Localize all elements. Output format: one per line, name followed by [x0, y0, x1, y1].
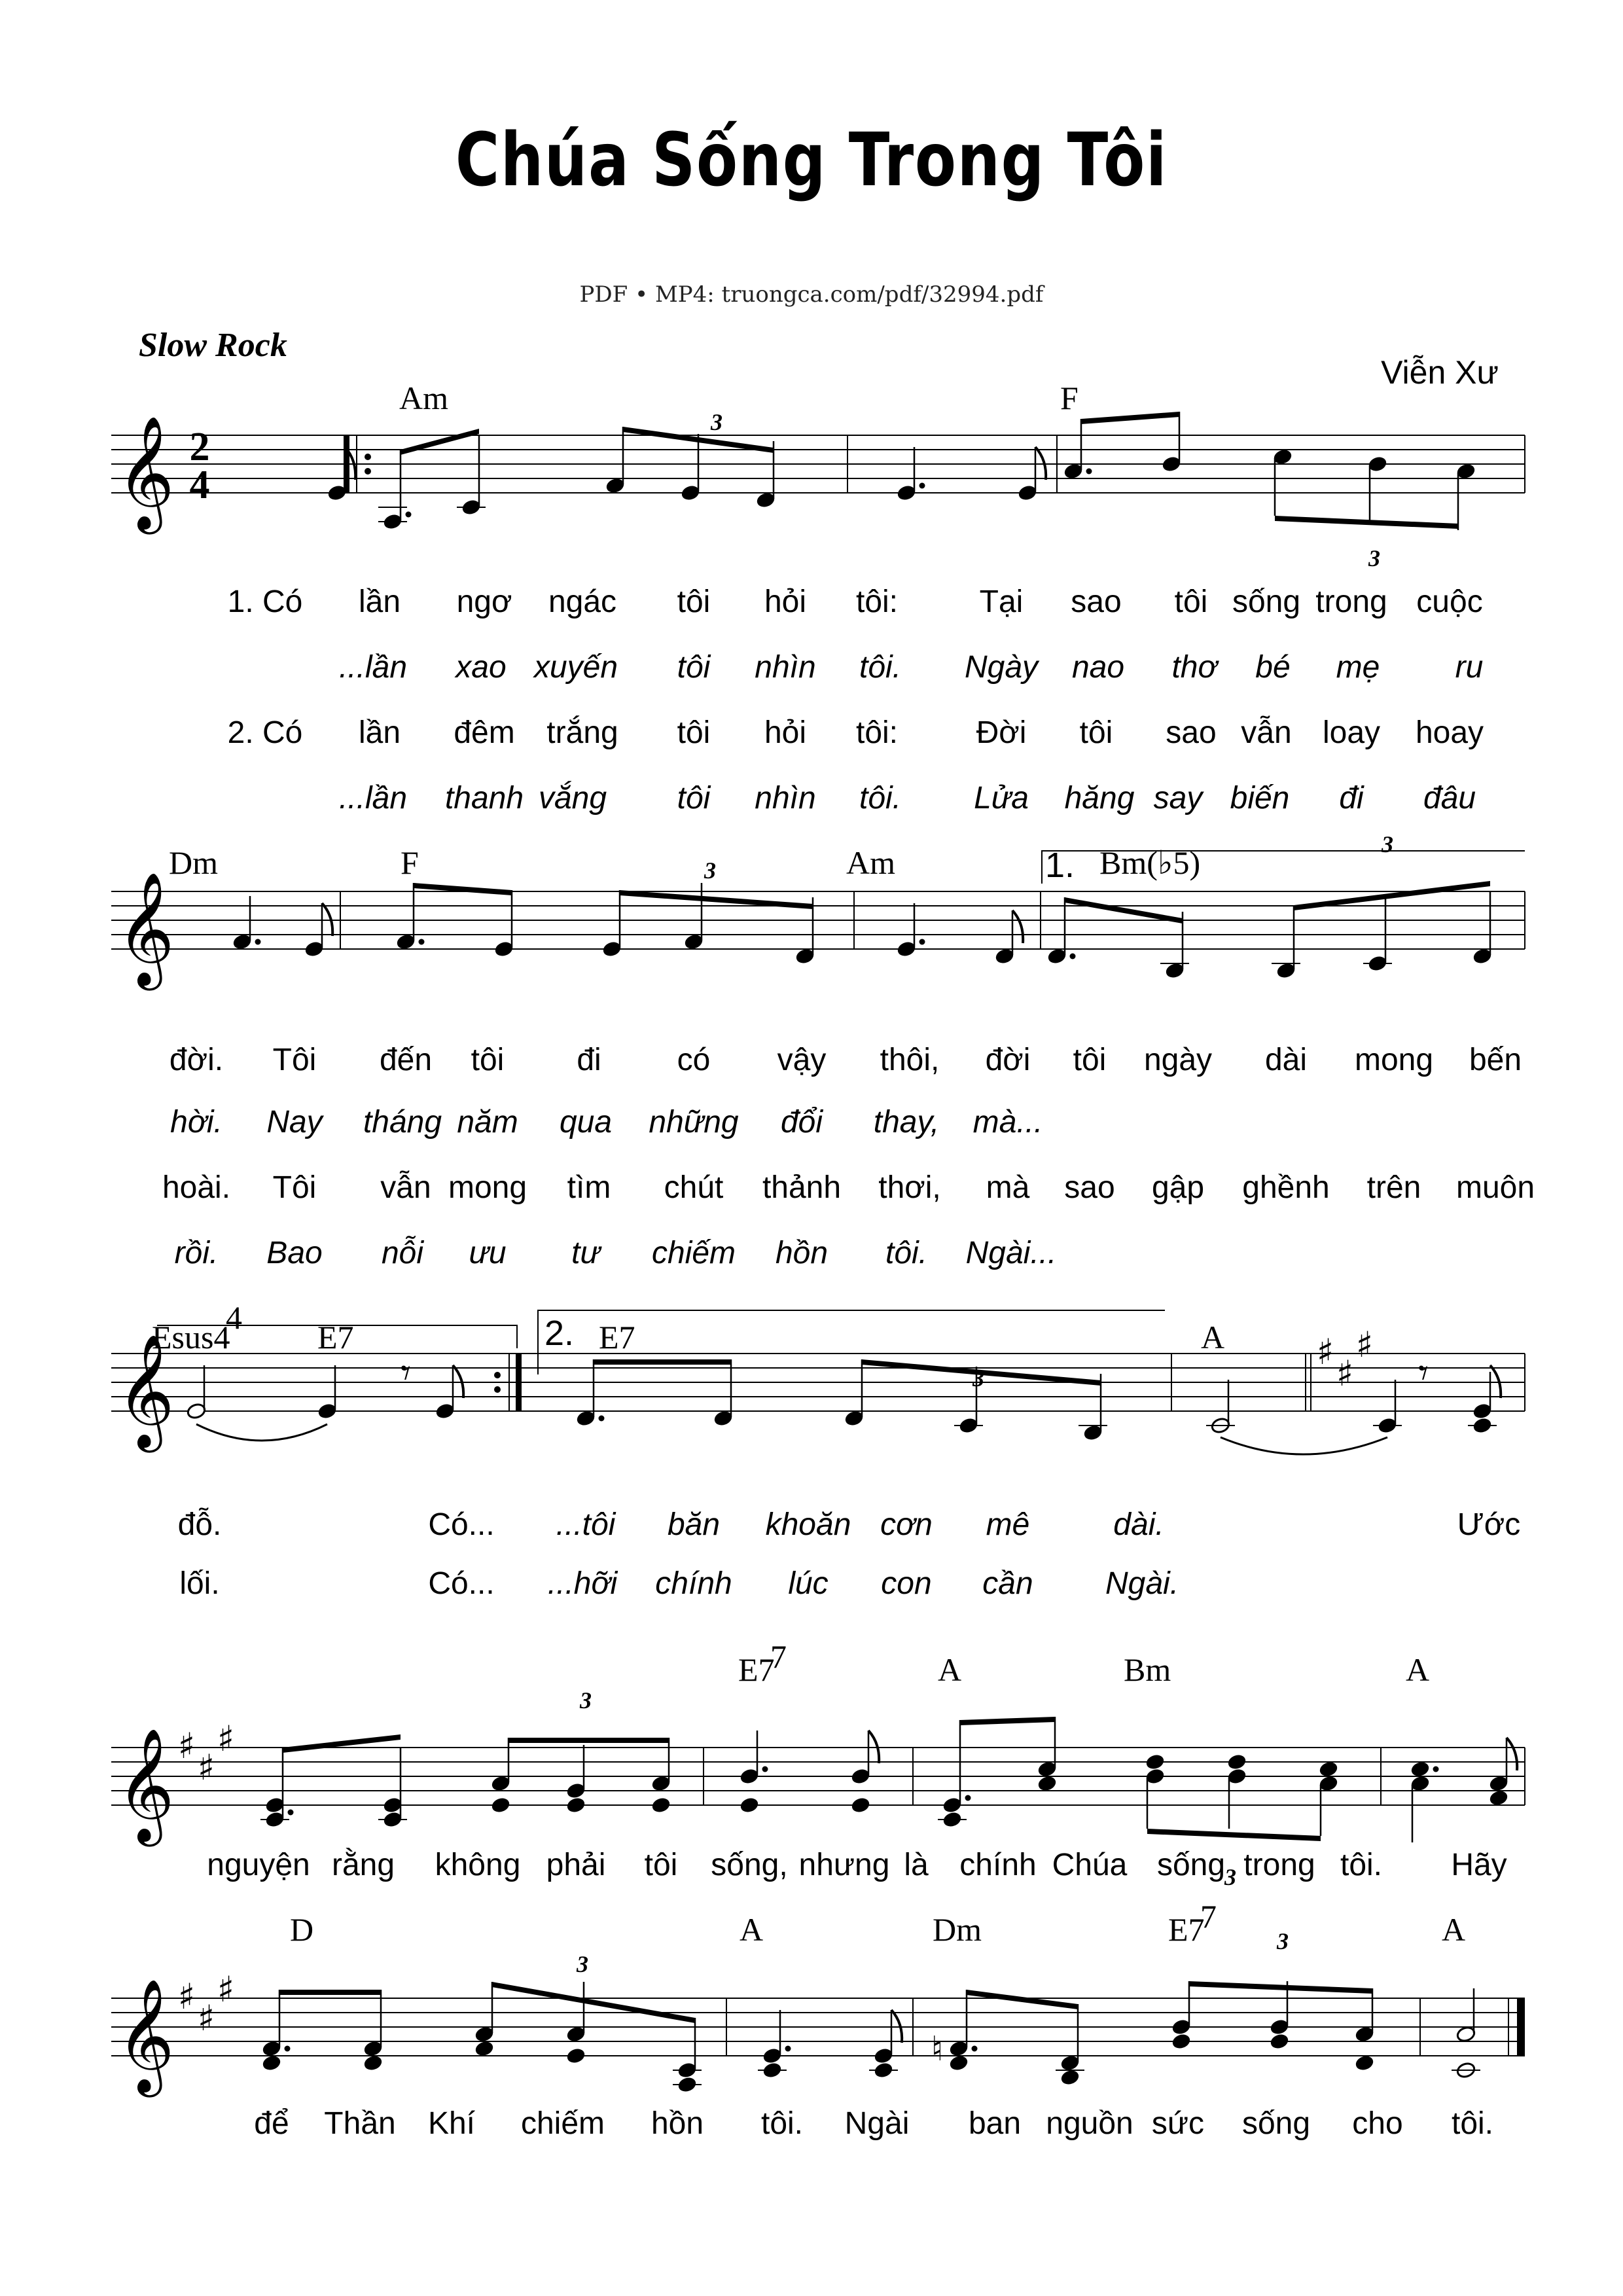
lyric-syllable: không: [435, 1848, 521, 1882]
lyric-syllable: con: [881, 1566, 932, 1601]
beam: [594, 1359, 731, 1365]
triplet-label: 3: [1368, 545, 1380, 571]
lyric-syllable: Chúa: [1052, 1848, 1128, 1882]
lyric-syllable: đi: [577, 1043, 601, 1077]
dot: [1433, 1767, 1439, 1772]
lyric-syllable: thanh: [444, 781, 524, 816]
lyric-syllable: muôn: [1455, 1170, 1535, 1205]
beam: [960, 1717, 1055, 1725]
lyric-syllable: năm: [457, 1105, 518, 1139]
tempo-marking: Slow Rock: [139, 327, 287, 364]
repeat-dot: [494, 1386, 501, 1393]
chord-symbol: A: [1442, 1911, 1466, 1948]
lyric-syllable: tôi.: [885, 1236, 928, 1270]
lyric-syllable: qua: [559, 1105, 613, 1139]
chord-symbol: Dm: [169, 844, 218, 881]
sharp-icon: ♯: [1355, 1324, 1374, 1365]
lyric-syllable: tôi: [471, 1043, 505, 1077]
sharp-icon: ♯: [177, 1725, 196, 1767]
song-title: Chúa Sống Trong Tôi: [455, 118, 1168, 203]
lyric-syllable: nguyện: [207, 1848, 310, 1882]
lyric-syllable: ghềnh: [1242, 1170, 1330, 1205]
note-head: [1227, 1753, 1247, 1771]
lyric-syllable: mong: [448, 1170, 527, 1205]
lyric-syllable: Ước: [1457, 1507, 1521, 1542]
lyric-syllable: ngày: [1143, 1043, 1213, 1077]
lyric-syllable: Ngày: [964, 650, 1039, 685]
lyric-syllable: sống: [1232, 584, 1301, 619]
lyric-syllable: tôi: [1073, 1043, 1107, 1077]
lyric-syllable: đỗ.: [177, 1507, 222, 1542]
dot: [785, 2046, 791, 2052]
chord-symbol: E7: [738, 1651, 775, 1688]
note-head: [566, 2047, 586, 2065]
lyric-syllable: thơi,: [878, 1170, 941, 1205]
lyric-syllable: Ngài: [844, 2106, 910, 2141]
sharp-icon: ♯: [197, 1747, 215, 1788]
lyric-syllable: Có...: [428, 1566, 495, 1601]
lyric-syllable: Có...: [428, 1507, 495, 1542]
dot: [919, 483, 925, 489]
lyric-syllable: biến: [1230, 781, 1290, 816]
repeat-dot: [494, 1372, 501, 1378]
lyric-syllable: Nay: [266, 1105, 323, 1139]
lyric-syllable: mê: [986, 1507, 1030, 1542]
lyric-syllable: trên: [1366, 1170, 1421, 1205]
lyric-syllable: bé: [1255, 650, 1291, 685]
lyric-syllable: 2. Có: [227, 715, 303, 750]
repeat-dot: [365, 468, 371, 475]
lyric-syllable: khoăn: [765, 1507, 851, 1542]
volta-number-1: 1.: [1045, 846, 1075, 885]
beam: [1147, 1829, 1321, 1841]
beam: [1081, 412, 1179, 424]
volta-number-2: 2.: [544, 1314, 575, 1353]
lyric-syllable: dài: [1264, 1043, 1308, 1077]
lyric-syllable: tôi.: [760, 2106, 804, 2141]
lyric-syllable: chút: [664, 1170, 724, 1205]
lyric-syllable: hoay: [1415, 715, 1484, 750]
repeat-barline: [516, 1354, 522, 1411]
lyric-syllable: nhưng: [798, 1848, 890, 1882]
lyric-syllable: Bao: [266, 1236, 323, 1270]
repeat-dot: [365, 454, 371, 460]
lyric-syllable: sức: [1151, 2106, 1205, 2141]
dot: [1086, 469, 1092, 475]
source-link[interactable]: PDF • MP4: truongca.com/pdf/32994.pdf: [579, 281, 1044, 308]
lyric-syllable: tôi:: [855, 584, 899, 619]
lyric-syllable: sống,: [711, 1848, 788, 1882]
time-signature-bottom: 4: [189, 463, 210, 507]
lyric-syllable: chính: [959, 1848, 1037, 1882]
dot: [762, 1767, 768, 1772]
lyric-syllable: hồn: [775, 1236, 829, 1270]
lyric-syllable: tôi.: [859, 650, 902, 685]
lyric-syllable: trong: [1315, 584, 1387, 619]
note-head: [1319, 1761, 1339, 1778]
natural-icon: ♮: [931, 2030, 944, 2069]
lyric-syllable: để: [254, 2106, 289, 2141]
lyric-syllable: lần: [358, 584, 401, 619]
lyric-syllable: chính: [655, 1566, 732, 1601]
lyric-syllable: ru: [1455, 650, 1484, 685]
lyric-syllable: ban: [968, 2106, 1022, 2141]
eighth-rest-icon: 𝄾: [1418, 1350, 1429, 1396]
lyric-syllable: rồi.: [174, 1236, 219, 1270]
dot: [972, 2046, 978, 2052]
triplet-label: 3: [1382, 831, 1393, 857]
chord-symbol: Dm: [933, 1911, 982, 1948]
lyric-syllable: tư: [571, 1236, 600, 1270]
dot: [419, 939, 425, 945]
lyric-syllable: thay,: [873, 1105, 940, 1139]
lyric-syllable: vẫn: [380, 1170, 431, 1205]
lyric-syllable: tôi: [1079, 715, 1113, 750]
note-flag: [1012, 910, 1023, 943]
treble-clef-icon: 𝄞: [116, 1979, 175, 2092]
lyric-syllable: Ngài.: [1105, 1566, 1179, 1601]
lyric-syllable: mà...: [972, 1105, 1043, 1139]
lyric-syllable: nao: [1071, 650, 1125, 685]
lyric-syllable: cuộc: [1416, 584, 1483, 619]
treble-clef-icon: 𝄞: [116, 1728, 175, 1842]
dot: [406, 512, 412, 518]
lyric-syllable: hời.: [170, 1105, 223, 1139]
triplet-label: 3: [972, 1365, 984, 1391]
beam: [279, 1990, 381, 1995]
beam: [492, 1982, 695, 2023]
lyric-syllable: ...hỡi: [547, 1566, 618, 1601]
chord-superscript: 7: [1200, 1898, 1217, 1935]
dot: [255, 939, 261, 945]
lyric-syllable: bến: [1469, 1043, 1522, 1077]
lyric-syllable: tìm: [567, 1170, 611, 1205]
lyric-syllable: sống: [1241, 2106, 1311, 2141]
dot: [965, 1795, 971, 1801]
note-head: [949, 2054, 969, 2072]
lyric-syllable: Tôi: [272, 1170, 317, 1205]
lyric-syllable: xao: [455, 650, 507, 685]
lyric-syllable: say: [1153, 781, 1203, 816]
chord-symbol: A: [1201, 1319, 1225, 1355]
chord-symbol: A: [740, 1911, 764, 1948]
sharp-icon: ♯: [177, 1976, 196, 2017]
lyric-syllable: Hãy: [1451, 1848, 1507, 1882]
lyric-syllable: trắng: [546, 715, 618, 750]
chord-superscript: 7: [770, 1638, 787, 1675]
triplet-label: 3: [1224, 1864, 1236, 1890]
lyric-syllable: nhìn: [755, 781, 816, 816]
lyric-syllable: lối.: [179, 1566, 220, 1601]
lyric-syllable: thôi,: [880, 1043, 940, 1077]
lyric-syllable: mong: [1354, 1043, 1434, 1077]
sharp-icon: ♯: [197, 1998, 215, 2039]
lyric-syllable: rằng: [331, 1848, 395, 1882]
lyric-syllable: sống: [1156, 1848, 1226, 1882]
treble-clef-icon: 𝄞: [116, 1334, 175, 1448]
treble-clef-icon: 𝄞: [116, 416, 175, 529]
lyric-syllable: tôi: [1174, 584, 1208, 619]
lyric-syllable: tôi.: [1451, 2106, 1494, 2141]
note-head: [1037, 1775, 1058, 1793]
chord-symbol: Esus4: [152, 1319, 230, 1355]
lyric-syllable: mà: [986, 1170, 1030, 1205]
lyric-syllable: Ngài...: [965, 1236, 1057, 1270]
note-head: [1270, 2033, 1290, 2051]
note-head: [1410, 1761, 1431, 1778]
lyric-syllable: đến: [379, 1043, 433, 1077]
lyric-syllable: xuyến: [533, 650, 618, 685]
note-head: [740, 1797, 760, 1814]
beam: [414, 883, 512, 895]
lyric-syllable: hồn: [651, 2106, 704, 2141]
beam: [1189, 1981, 1372, 1994]
lyric-syllable: những: [649, 1105, 739, 1139]
beam: [283, 1734, 401, 1753]
lyric-syllable: thảnh: [762, 1170, 842, 1205]
chord-symbol: Am: [399, 380, 448, 416]
lyric-syllable: tôi.: [1340, 1848, 1383, 1882]
lyric-syllable: tôi.: [859, 781, 902, 816]
lyric-syllable: là: [904, 1848, 929, 1882]
lyric-syllable: ngơ: [456, 584, 512, 619]
treble-clef-icon: 𝄞: [116, 872, 175, 986]
lyric-syllable: lúc: [788, 1566, 829, 1601]
chord-symbol: F: [401, 844, 419, 881]
chord-symbol: Bm: [1124, 1651, 1171, 1688]
lyric-syllable: hỏi: [764, 584, 807, 619]
lyric-syllable: ưu: [469, 1236, 507, 1270]
note-head: [651, 1797, 671, 1814]
repeat-barline: [344, 435, 349, 493]
triplet-label: 3: [704, 857, 716, 884]
lyric-syllable: loay: [1322, 715, 1381, 750]
lyric-syllable: đời: [985, 1043, 1031, 1077]
triplet-label: 3: [580, 1687, 592, 1713]
note-flag: [1507, 1738, 1517, 1770]
lyric-syllable: nhìn: [755, 650, 816, 685]
lyric-syllable: đời.: [169, 1043, 224, 1077]
lyric-syllable: ngác: [548, 584, 617, 619]
lyric-syllable: trong: [1243, 1848, 1315, 1882]
chord-symbol: D: [290, 1911, 314, 1948]
sharp-icon: ♯: [217, 1718, 235, 1759]
chord-superscript: 4: [226, 1299, 242, 1336]
composer-name: Viễn Xư: [1381, 354, 1499, 391]
lyric-syllable: băn: [667, 1507, 721, 1542]
note-head: [851, 1797, 871, 1814]
lyric-syllable: tôi:: [855, 715, 899, 750]
dot: [919, 939, 925, 945]
lyric-syllable: đi: [1339, 781, 1364, 816]
lyric-syllable: Tại: [979, 584, 1024, 619]
lyric-syllable: ...lần: [338, 650, 408, 685]
beam: [401, 429, 479, 455]
tie: [1221, 1437, 1387, 1454]
note-head: [1355, 2054, 1375, 2072]
lyric-syllable: gập: [1151, 1170, 1205, 1205]
lyric-syllable: đổi: [780, 1105, 823, 1139]
chord-symbol: A: [1406, 1651, 1430, 1688]
lyric-syllable: vắng: [538, 781, 607, 816]
lyric-syllable: dài.: [1113, 1507, 1164, 1542]
lyric-syllable: vẫn: [1241, 715, 1292, 750]
lyric-syllable: tháng: [363, 1105, 442, 1139]
lyric-syllable: nguồn: [1046, 2106, 1133, 2141]
lyric-syllable: đêm: [454, 715, 515, 750]
lyric-syllable: hỏi: [764, 715, 807, 750]
lyric-syllable: vậy: [777, 1043, 827, 1077]
lyric-syllable: sao: [1071, 584, 1122, 619]
lyric-syllable: cần: [982, 1566, 1033, 1601]
lyric-syllable: tôi: [644, 1848, 678, 1882]
lyric-syllable: đâu: [1423, 781, 1476, 816]
lyric-syllable: cho: [1352, 2106, 1403, 2141]
note-head: [1171, 2033, 1192, 2051]
chord-symbol: E7: [1168, 1911, 1205, 1948]
lyric-syllable: 1. Có: [227, 584, 303, 619]
lyric-syllable: cơn: [880, 1507, 933, 1542]
lyric-syllable: phải: [546, 1848, 606, 1882]
sharp-icon: ♯: [1336, 1353, 1354, 1394]
triplet-label: 3: [1277, 1928, 1289, 1954]
lyric-syllable: ...tôi: [556, 1507, 616, 1542]
lyric-syllable: nỗi: [381, 1236, 424, 1270]
lyric-syllable: lần: [358, 715, 401, 750]
dot: [285, 2046, 291, 2052]
note-head: [566, 1797, 586, 1814]
dot: [1070, 954, 1076, 960]
lyric-syllable: có: [677, 1043, 711, 1077]
lyric-syllable: tôi: [677, 715, 711, 750]
triplet-label: 3: [577, 1951, 588, 1977]
note-head: [491, 1797, 511, 1814]
chord-symbol: F: [1060, 380, 1079, 416]
note-head: [1489, 1789, 1509, 1807]
note-head: [474, 2040, 495, 2058]
lyric-syllable: thơ: [1171, 650, 1217, 685]
beam: [508, 1738, 669, 1743]
chord-symbol: Bm(♭5): [1099, 844, 1201, 881]
note-head: [262, 2054, 282, 2072]
lyric-syllable: chiếm: [651, 1236, 736, 1270]
lyric-syllable: tôi: [677, 650, 711, 685]
lyric-syllable: tôi: [677, 584, 711, 619]
note-head: [363, 2054, 383, 2072]
lyric-syllable: hoài.: [162, 1170, 231, 1205]
beam: [1275, 516, 1458, 529]
chord-symbol: Am: [846, 844, 895, 881]
dot: [599, 1416, 605, 1422]
lyric-syllable: mẹ: [1336, 650, 1380, 685]
note-head: [1060, 2069, 1080, 2087]
lyric-syllable: sao: [1064, 1170, 1115, 1205]
time-signature-top: 2: [189, 425, 210, 469]
lyric-syllable: sao: [1166, 715, 1217, 750]
lyric-syllable: Thần: [324, 2106, 396, 2141]
chord-symbol: E7: [317, 1319, 354, 1355]
chord-symbol: A: [938, 1651, 962, 1688]
eighth-rest-icon: 𝄾: [401, 1350, 411, 1396]
lyric-syllable: Đời: [976, 715, 1027, 750]
lyric-syllable: Tôi: [272, 1043, 317, 1077]
lyric-syllable: tôi: [677, 781, 711, 816]
lyric-syllable: chiếm: [520, 2106, 605, 2141]
dot: [288, 1810, 294, 1816]
lyric-syllable: Khí: [427, 2106, 476, 2141]
triplet-label: 3: [711, 409, 722, 435]
lyric-syllable: Lửa: [974, 781, 1029, 816]
lyric-syllable: hăng: [1064, 781, 1135, 816]
tie: [196, 1424, 327, 1441]
chord-symbol: E7: [599, 1319, 635, 1355]
note-head: [1145, 1753, 1166, 1771]
final-barline: [1517, 1998, 1525, 2056]
sharp-icon: ♯: [217, 1969, 235, 2010]
beam: [967, 1990, 1078, 2009]
lyric-syllable: ...lần: [338, 781, 408, 816]
sharp-icon: ♯: [1316, 1331, 1334, 1372]
